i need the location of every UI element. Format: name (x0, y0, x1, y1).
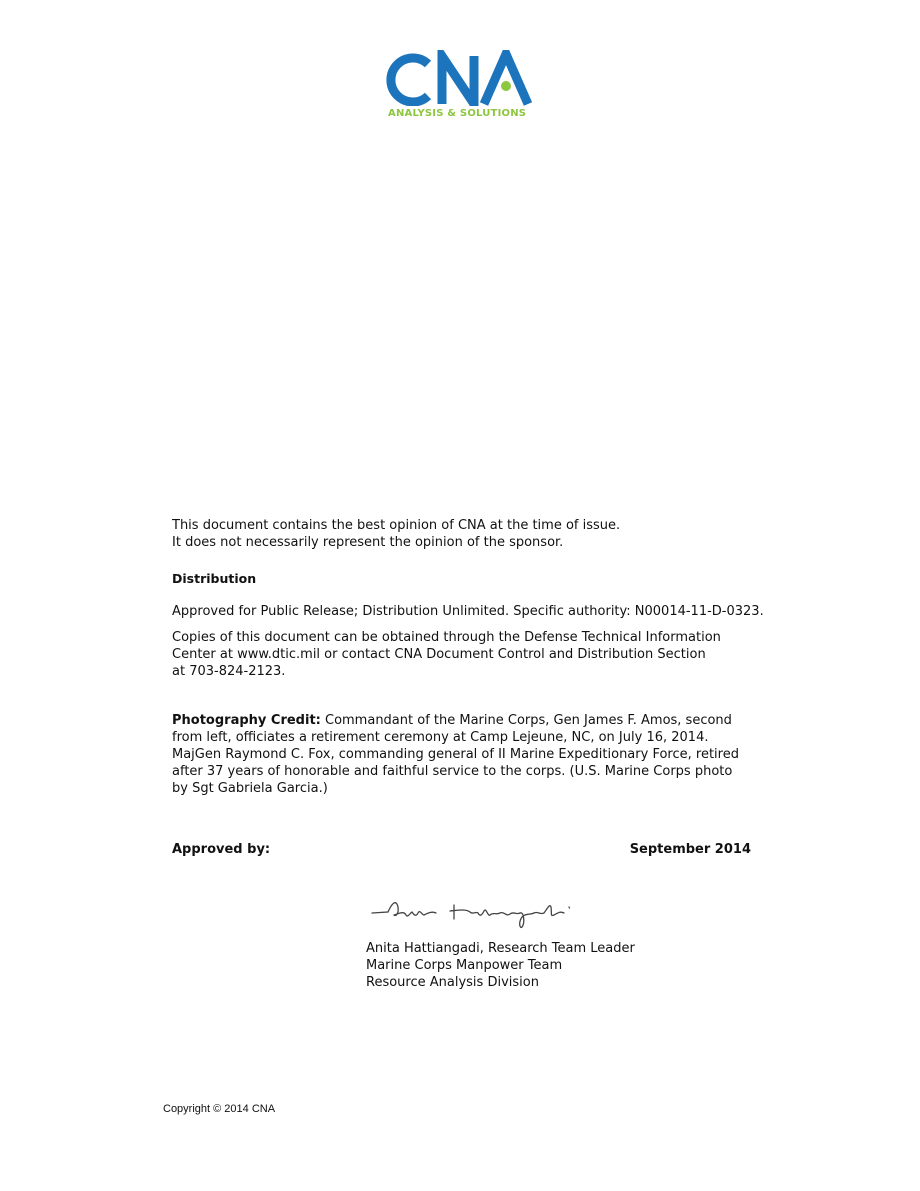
handwritten-signature (370, 893, 580, 933)
disclaimer-line-1: This document contains the best opinion of CNA at the time of issue. (172, 518, 621, 533)
logo-tagline: ANALYSIS & SOLUTIONS (388, 108, 527, 119)
distribution-release: Approved for Public Release; Distribution Unlimited. Specific authority: N00014-11-D-0323. (172, 604, 764, 619)
photo-credit-label: Photography Credit: (172, 713, 321, 728)
cna-logo-letters (384, 50, 540, 106)
photo-credit-text-1: Commandant of the Marine Corps, Gen James F. Amos, second (320, 713, 732, 728)
copies-line-1: Copies of this document can be obtained through the Defense Technical Information (172, 630, 721, 645)
distribution-heading: Distribution (172, 571, 257, 586)
photo-credit-line-3: MajGen Raymond C. Fox, commanding general of II Marine Expeditionary Force, retired (172, 747, 739, 762)
photo-credit-line-4: after 37 years of honorable and faithful service to the corps. (U.S. Marine Corps photo (172, 764, 733, 779)
cna-logo (384, 50, 540, 125)
disclaimer-line-2: It does not necessarily represent the opinion of the sponsor. (172, 535, 564, 550)
copies-line-3: at 703-824-2123. (172, 664, 286, 679)
copyright: Copyright © 2014 CNA (163, 1103, 276, 1115)
signatory-team: Marine Corps Manpower Team (366, 958, 563, 973)
photo-credit-line-5: by Sgt Gabriela Garcia.) (172, 781, 328, 796)
distribution-copies (172, 629, 772, 680)
approved-by-label: Approved by: (172, 842, 271, 857)
signatory-block (366, 940, 726, 991)
photo-credit-line-2: from left, officiates a retirement ceremony at Camp Lejeune, NC, on July 16, 2014. (172, 730, 709, 745)
signatory-division: Resource Analysis Division (366, 975, 539, 990)
photo-credit-line-1 (172, 712, 772, 729)
copies-line-2: Center at www.dtic.mil or contact CNA Document Control and Distribution Section (172, 647, 706, 662)
disclaimer (172, 517, 772, 551)
approval-date: September 2014 (629, 842, 751, 857)
photo-credit (172, 712, 772, 797)
signatory-name-title: Anita Hattiangadi, Research Team Leader (366, 941, 635, 956)
